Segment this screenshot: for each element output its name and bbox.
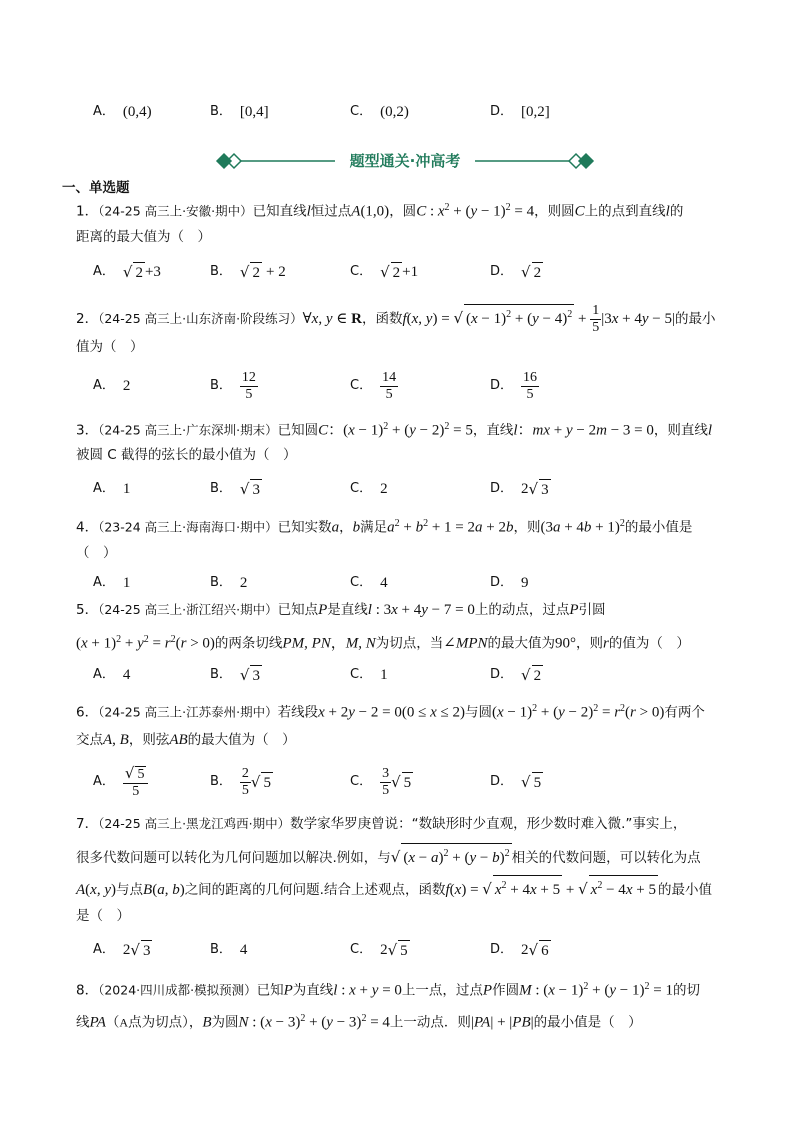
option-b-value: [0,4] [239,104,269,120]
question-7-options [93,930,733,970]
question-6-options [93,762,733,802]
option-c-value: (0,2) [380,104,409,120]
q2-option-c[interactable]: C． $\frac{14}{5}$ [350,369,397,402]
q2-option-a[interactable]: A． 2 [93,378,131,394]
question-4: 4．（23-24 高三上·海南海口·期中）已知实数a，b满足$a^2 + b^2 + 1 = 2a + 2b$，则$(3a + 4b + 1)^2$的最小值是 [76,518,693,536]
question-1-line-2: 距离的最大值为（ ） [76,229,211,245]
question-6-line-2: 交点A, B，则弦AB的最大值为（ ） [76,732,296,748]
question-6: 6．（24-25 高三上·江苏泰州·期中）若线段x + 2y − 2 = 0(0 ≤ x ≤ 2)与圆$(x - 1)^2 + (y - 2)^2 = r^2(r > 0)$有两个 [76,703,705,721]
question-4-line-2: （ ） [76,545,117,561]
question-3: 3．（24-25 高三上·广东深圳·期末）已知圆C：$(x - 1)^2 + (y - 2)^2 = 5$，直线l：mx + y − 2m − 3 = 0，则直线l [76,421,713,439]
question-8: 8．（2024·四川成都·模拟预测）已知P为直线l : x + y = 0上一点，过点P作圆M : $(x - 1)^2 + (y - 1)^2 = 1$的切 [76,981,700,999]
q6-option-a[interactable]: A． $\frac{√ 5}{5}$ [93,762,148,802]
q4-option-c[interactable]: C． 4 [350,575,388,591]
question-7-line-2: 很多代数问题可以转化为几何问题加以解决.例如，与√ $(x - a)^2 + (y - b)^2$ 相关的代数问题，可以转化为点 [76,843,701,868]
q5-option-d[interactable]: D． √ 2 [490,666,542,684]
question-2: 2．（24-25 高三上·山东济南·阶段练习）∀x, y ∈ R，函数f(x, y) = √ $(x - 1)^2 + (y - 4)^2$ + $\frac{1}{5}$ |3x + 4y − 5|的最小 [76,303,716,335]
question-2-options [93,366,733,406]
option-c[interactable]: C． (0,2) [350,104,409,120]
q7-option-a[interactable]: A． 2 √ 3 [93,941,151,959]
q2-option-d[interactable]: D． $\frac{16}{5}$ [490,369,538,402]
section-heading: 一、单选题 [62,180,130,196]
question-8-line-2: 线PA（A点为切点），B为圆N : $(x - 3)^2 + (y - 3)^2 = 4$上一动点．则|PA| + |PB|的最小值是（ ） [76,1013,642,1031]
q7-option-b[interactable]: B． 4 [210,942,248,958]
q1-option-c[interactable]: C． √ 2 +1 [350,263,419,281]
option-d-value: [0,2] [521,104,550,120]
question-7-line-4: 是（ ） [76,908,130,924]
question-4-options [93,563,733,603]
option-b[interactable]: B． [0,4] [210,104,269,120]
section-banner [215,150,595,172]
question-7-line-3: A(x, y)与点B(a, b)之间的距离的几何问题.结合上述观点，函数f(x) = √ $x^2 + 4x + 5$ + √ $x^2 - 4x + 5$ 的最小值 [76,875,712,900]
q1-option-b[interactable]: B． √ 2 + 2 [210,263,286,281]
question-3-line-2: 被圆 C 截得的弦长的最小值为（ ） [76,447,297,463]
option-a[interactable]: A． (0,4) [93,104,152,120]
q3-option-b[interactable]: B． √ 3 [210,480,260,498]
q5-option-a[interactable]: A． 4 [93,667,131,683]
q5-option-b[interactable]: B． √ 3 [210,666,260,684]
q5-option-c[interactable]: C． 1 [350,667,388,683]
question-2-line-2: 值为（ ） [76,339,144,355]
q6-option-d[interactable]: D． √ 5 [490,773,542,791]
q1-option-d[interactable]: D． √ 2 [490,263,542,281]
option-d[interactable]: D． [0,2] [490,104,550,120]
q1-option-a[interactable]: A． √ 2 +3 [93,263,161,281]
q3-option-c[interactable]: C． 2 [350,481,388,497]
q7-option-d[interactable]: D． 2 √ 6 [490,941,549,959]
banner-title: 题型通关·冲高考 [349,152,461,170]
question-1-options [93,252,733,292]
question-1: 1．（24-25 高三上·安徽·期中）已知直线l恒过点A(1,0)，圆C : $x^2 + (y - 1)^2 = 4$，则圆C上的点到直线l的 [76,202,684,220]
q6-option-b[interactable]: B． $\frac{2}{5}$ √ 5 [210,765,271,798]
q4-option-d[interactable]: D． 9 [490,575,529,591]
question-3-options [93,469,733,509]
q7-option-c[interactable]: C． 2 √ 5 [350,941,408,959]
question-7: 7．（24-25 高三上·黑龙江鸡西·期中）数学家华罗庚曾说：“数缺形时少直观，形少数时难入微.”事实上， [76,816,687,832]
q3-option-d[interactable]: D． 2 √ 3 [490,480,549,498]
q3-option-a[interactable]: A． 1 [93,481,131,497]
question-5-line-2: $(x + 1)^2 + y^2 = r^2(r > 0)$的两条切线PM, PN，M, N为切点，当∠MPN的最大值为90°，则r的值为（ ） [76,634,690,652]
q2-option-b[interactable]: B． $\frac{12}{5}$ [210,369,256,402]
q4-option-b[interactable]: B． 2 [210,575,248,591]
q4-option-a[interactable]: A． 1 [93,575,131,591]
question-5-options [93,655,733,695]
top-options [93,92,733,132]
option-a-value: (0,4) [122,104,152,120]
question-5: 5．（24-25 高三上·浙江绍兴·期中）已知点P是直线l : 3x + 4y − 7 = 0上的动点，过点P引圆 [76,602,606,618]
q6-option-c[interactable]: C． $\frac{3}{5}$ √ 5 [350,765,412,798]
